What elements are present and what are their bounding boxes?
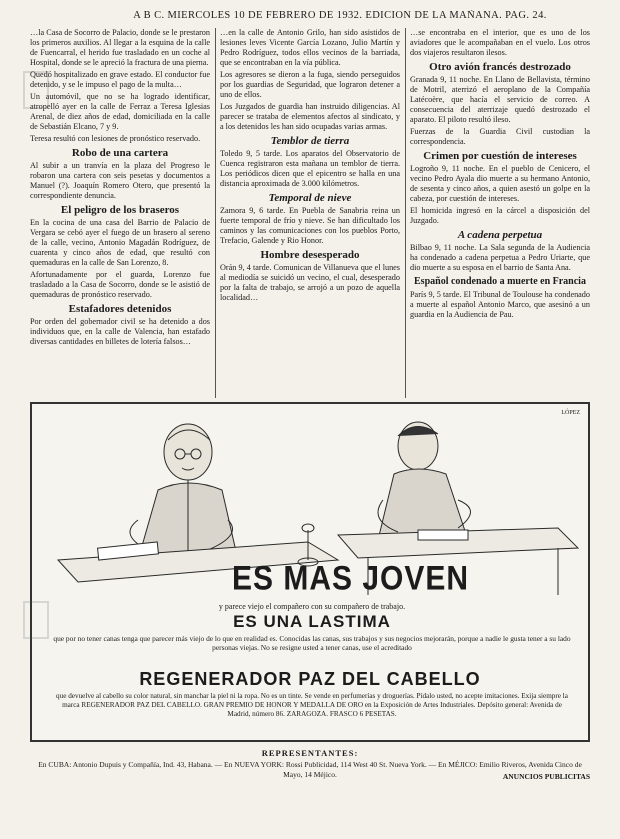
paragraph: Orán 9, 4 tarde. Comunican de Villanueva que el lunes al mediodía se suicidó un vecino, el cual, desesperado por la falta de trabajo, se arrojó a un pozo de aquella localidad… — [220, 263, 400, 302]
paragraph: Zamora 9, 6 tarde. En Puebla de Sanabria reina un fuerte temporal de frío y nieve. Se han dificultado los caminos y las comunicaciones con los pueblos Porto, Trefacio, Galende y Rio Honor. — [220, 206, 400, 245]
newspaper-page — [30, 0, 590, 839]
artist-signature: LÓPEZ — [561, 410, 580, 416]
headline: Otro avión francés destrozado — [429, 61, 571, 73]
column-2 — [220, 28, 400, 398]
headline: Temporal de nieve — [268, 192, 352, 204]
headline: Temblor de tierra — [270, 135, 350, 147]
paragraph: Afortunadamente por el guarda, Lorenzo fue trasladado a la Casa de Socorro, donde se le asistió de quemaduras de pronóstico reservado. — [30, 270, 210, 299]
paragraph: En la cocina de una casa del Barrio de Palacio de Vergara se cebó ayer el fuego de un brasero al sereno de la calle, vecino, Antonio Magadán Rodríguez, de cuarenta y cinco años de edad, que resultó con quemaduras en la calle de San Lorenzo, 8. — [30, 218, 210, 267]
paragraph: Al subir a un tranvía en la plaza del Progreso le robaron una cartera con seis pesetas y documentos a Manuel (?). Joaquín Romero Otero, que presentó la correspondiente denuncia. — [30, 161, 210, 200]
advertisement — [30, 402, 590, 742]
paragraph: Por orden del gobernador civil se ha detenido a dos individuos que, en la calle de Valencia, han estafado diversas cantidades en billetes de lotería falsos… — [30, 317, 210, 346]
paragraph: …en la calle de Antonio Grilo, han sido asistidos de lesiones leves Vicente García Lozano, Julio Martín y Pedro Rodríguez, todos ellos vecinos de la barriada, que se encontraban en la vía pública. — [220, 28, 400, 67]
column-1 — [30, 28, 210, 398]
page-header: A B C. MIERCOLES 10 DE FEBRERO DE 1932. EDICION DE LA MAÑANA. PAG. 24. — [133, 10, 547, 21]
ad-line: y parece viejo el compañero con su compañero de trabajo. — [218, 602, 406, 611]
paragraph: Los agresores se dieron a la fuga, siendo perseguidos por los guardias de Seguridad, que lograron detener a uno de ellos. — [220, 70, 400, 99]
headline: Crimen por cuestión de intereses — [423, 150, 577, 162]
paragraph: Bilbao 9, 11 noche. La Sala segunda de la Audiencia ha condenado a cadena perpetua a Pedro Uriarte, que dio muerte a su esposa en el barrio de Santa Ana. — [410, 243, 590, 272]
library-stamp — [22, 70, 50, 110]
ad-subheadline: ES UNA LASTIMA — [233, 612, 391, 631]
paragraph: El homicida ingresó en la cárcel a disposición del Juzgado. — [410, 206, 590, 225]
headline: El peligro de los braseros — [60, 204, 180, 216]
paragraph: Toledo 9, 5 tarde. Los aparatos del Observatorio de Cuenca registraron esta mañana un temblor de tierra. Los periódicos dicen que el epicentro se halla en una distancia aproximada de 3.000 kilómetros. — [220, 149, 400, 188]
paragraph: París 9, 5 tarde. El Tribunal de Toulouse ha condenado a muerte al español Antonio Marco, que asesinó a un guardia en la Audiencia de Pau. — [410, 290, 590, 319]
paragraph: …se encontraba en el interior, que es uno de los aviadores que le acompañaban en el vuelo. Los otros dos viajeros resultaron ilesos. — [410, 28, 590, 57]
headline: Español condenado a muerte en Francia — [414, 276, 586, 287]
headline: Robo de una cartera — [71, 147, 169, 159]
paragraph: Teresa resultó con lesiones de pronóstico reservado. — [30, 134, 201, 143]
paragraph: Fuerzas de la Guardia Civil custodian la correspondencia. — [410, 127, 590, 146]
paragraph: Los Juzgados de guardia han instruido diligencias. Al parecer se trataba de elementos afectos al sindicato, y a los detenidos les han sido ocupadas varias armas. — [220, 102, 400, 131]
ad-body: que por no tener canas tenga que parecer más viejo de lo que en realidad es. Conocidas las canas, sus trabajos y sus negocios mejorarán, porque a nadie le gusta tener a su lado personas viejas. No se resigne usted a tener canas, use el acreditado — [53, 634, 571, 652]
ad-body: que devuelve al cabello su color natural, sin manchar la piel ni la ropa. No es un tinte. Se vende en perfumerías y droguerías. Pídalo usted, no acepte imitaciones. Exija siempre la marca REGENERADOR PAZ DEL CABELLO. GRAN PREMIO DE HONOR Y MEDALLA DE ORO en la Exposición de Artes Industriales. Depósito general: Avenida de Madrid, número 86. ZARAGOZA. FRASCO 6 PESETAS. — [56, 692, 568, 718]
ad-headline: ES MAS JOVEN — [232, 559, 470, 598]
footer-title: REPRESENTANTES: — [261, 748, 359, 758]
footer-agency: ANUNCIOS PUBLICITAS — [502, 772, 590, 781]
library-stamp — [22, 600, 50, 640]
headline: Hombre desesperado — [260, 249, 360, 261]
ad-product-name: REGENERADOR PAZ DEL CABELLO — [139, 669, 481, 689]
paragraph: Granada 9, 11 noche. En Llano de Bellavista, término de Motril, aterrizó el aeroplano de la Compañía Latécoère, que hacía el servicio de correo. A consecuencia del aterrizaje quedó destrozado el aparato. El piloto resultó ileso. — [410, 75, 590, 124]
paragraph: Logroño 9, 11 noche. En el pueblo de Cenicero, el vecino Pedro Ayala dio muerte a su hermano Antonio, de sesenta y cinco años, a quien asestó un golpe en la cabeza, por cuestión de intereses. — [410, 164, 590, 203]
paragraph: …la Casa de Socorro de Palacio, donde se le prestaron los primeros auxilios. Al llegar a la esquina de la calle de Fuencarral, el herido fue trasladado en un coche al Hospital, donde se le apreció la fractura de una pierna. — [30, 28, 210, 67]
news-columns — [30, 28, 590, 398]
column-3 — [410, 28, 590, 398]
paragraph: Un automóvil, que no se ha logrado identificar, atropelló ayer en la calle de Ferraz a Teresa Iglesias Arenal, de diez años de edad, domiciliada en la calle de Sebastián Elcano, 7 y 9. — [30, 92, 210, 131]
headline: Estafadores detenidos — [68, 303, 172, 315]
headline: A cadena perpetua — [457, 229, 543, 241]
footer-text: En CUBA: Antonio Dupuis y Compañía, Ind. 43, Habana. — En NUEVA YORK: Rossi Publicidad, 114 West 40 St. Nueva York. — En MÉJICO: Emilio Riveros, Avenida Cinco de Mayo, 14 Méjico. — [38, 760, 582, 779]
paragraph: Quedó hospitalizado en grave estado. El conductor fue detenido, y se le impuso el pago de la multa… — [30, 70, 210, 89]
